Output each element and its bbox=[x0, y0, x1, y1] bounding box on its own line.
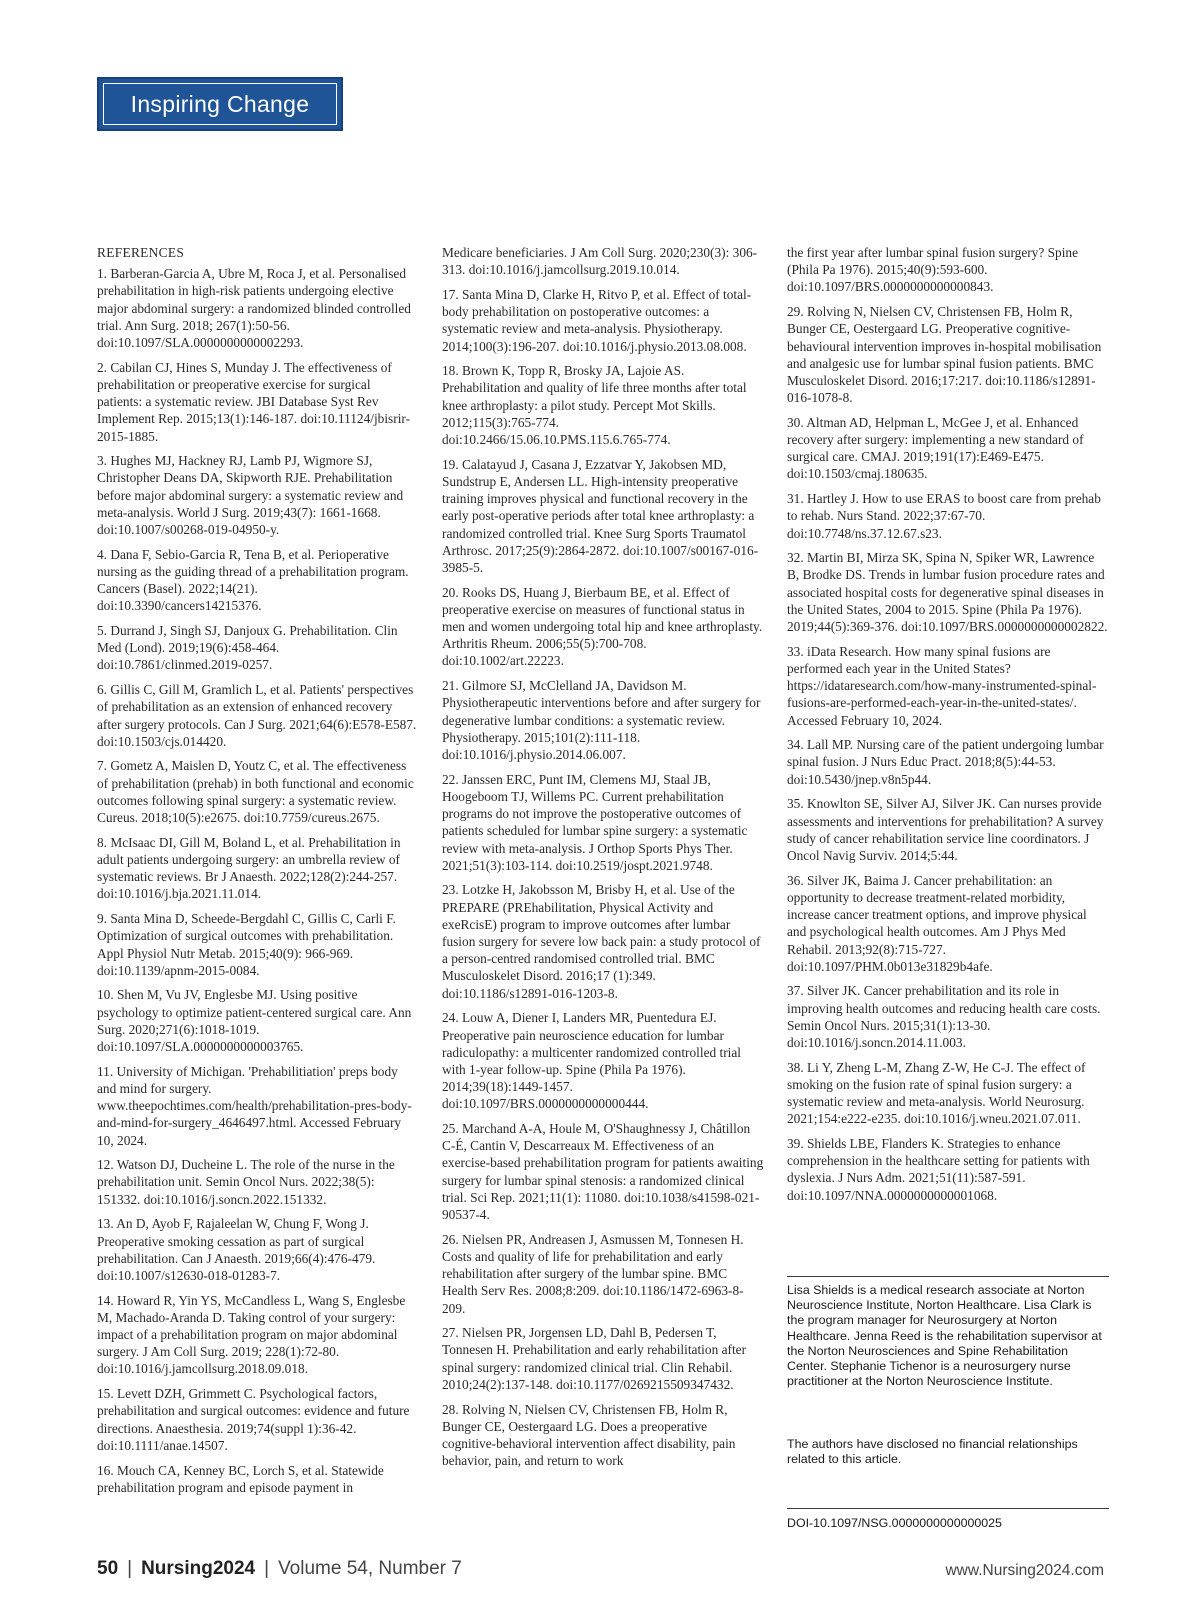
author-note: Lisa Shields is a medical research associate at Norton Neuroscience Institute, Norton Healthcare. Lisa Clark is the program manager for Neurosurgery at Norton Healthcare. Jenna Reed is the rehabilitation supervisor at the Norton Neurosciences and Spine Rehabilitation Center. Stephanie Tichenor is a neurosurgery nurse practitioner at the Norton Neuroscience Institute. bbox=[787, 1283, 1102, 1389]
reference-item: 29. Rolving N, Nielsen CV, Christensen FB, Holm R, Bunger CE, Oestergaard LG. Preoperative cognitive-behavioural intervention improves in-hospital mobilisation and analgesic use for lumbar spinal fusion patients. BMC Musculoskelet Disord. 2016;17:217. doi:10.1186/s12891-016-1078-8. bbox=[787, 304, 1102, 406]
reference-item: 32. Martin BI, Mirza SK, Spina N, Spiker WR, Lawrence B, Brodke DS. Trends in lumbar fusion procedure rates and associated hospital costs for degenerative spinal diseases in the United States, 2004 to 2015. Spine (Phila Pa 1976). 2019;44(5):369-376. doi:10.1097/BRS.0000000000002822. bbox=[787, 550, 1108, 635]
reference-item: 36. Silver JK, Baima J. Cancer prehabilitation: an opportunity to decrease treatment-related morbidity, increase cancer treatment options, and improve physical and psychological health outcomes. Am J Phys Med Rehabil. 2013;92(8):715-727. doi:10.1097/PHM.0b013e31829b4afe. bbox=[787, 872, 1087, 974]
website-link[interactable]: www.Nursing2024.com bbox=[945, 1562, 1104, 1579]
reference-item: 34. Lall MP. Nursing care of the patient undergoing lumbar spinal fusion. J Nurs Educ Pract. 2018;8(5):44-53. doi:10.5430/jnep.v8n5p44. bbox=[787, 737, 1104, 787]
reference-item: 23. Lotzke H, Jakobsson M, Brisby H, et al. Use of the PREPARE (PREhabilitation, Physical Activity and exeRcisE) program to improve outcomes after lumbar fusion surgery for severe low back pain: a study protocol of a person-centred randomised controlled trial. BMC Musculoskelet Disord. 2016;17 (1):349. doi:10.1186/s12891-016-1203-8. bbox=[442, 882, 761, 1001]
references-column-2 bbox=[442, 244, 764, 1477]
reference-item: 11. University of Michigan. 'Prehabilitiation' preps body and mind for surgery. www.theepochtimes.com/health/prehabilitation-pres-body-and-mind-for-surgery_4646497.html. Accessed February 10, 2024. bbox=[97, 1063, 412, 1148]
reference-item: 37. Silver JK. Cancer prehabilitation and its role in improving health outcomes and reducing health care costs. Semin Oncol Nurs. 2015;31(1):13-30. doi:10.1016/j.soncn.2014.11.003. bbox=[787, 983, 1101, 1051]
reference-item: 33. iData Research. How many spinal fusions are performed each year in the United States? https://idataresearch.com/how-many-instrumented-spinal-fusions-are-performed-each-year-in-the-united-states/. Accessed February 10, 2024. bbox=[787, 643, 1097, 728]
reference-item: 39. Shields LBE, Flanders K. Strategies to enhance comprehension in the healthcare setting for patients with dyslexia. J Nurs Adm. 2021;51(11):587-591. doi:10.1097/NNA.0000000000001068. bbox=[787, 1136, 1090, 1203]
doi-divider bbox=[787, 1508, 1109, 1509]
reference-item: 26. Nielsen PR, Andreasen J, Asmussen M, Tonnesen H. Costs and quality of life for prehabilitation and early rehabilitation after surgery of the lumbar spine. BMC Health Serv Res. 2008;8:209. doi:10.1186/1472-6963-8-209. bbox=[442, 1231, 744, 1316]
reference-item: 35. Knowlton SE, Silver AJ, Silver JK. Can nurses provide assessments and interventions for prehabilitation? A survey study of cancer rehabilitation service line coordinators. J Oncol Navig Surviv. 2014;5:44. bbox=[787, 796, 1104, 863]
reference-item: 16. Mouch CA, Kenney BC, Lorch S, et al. Statewide prehabilitation program and episode payment in bbox=[97, 1462, 384, 1495]
reference-item: 17. Santa Mina D, Clarke H, Ritvo P, et al. Effect of total-body prehabilitation on postoperative outcomes: a systematic review and meta-analysis. Physiotherapy. 2014;100(3):196-207. doi:10.1016/j.physio.2013.08.008. bbox=[442, 286, 752, 354]
reference-item: 1. Barberan-Garcia A, Ubre M, Roca J, et al. Personalised prehabilitation in high-risk patients undergoing elective major abdominal surgery: a randomized blinded controlled trial. Ann Surg. 2018; 267(1):50-56. doi:10.1097/SLA.0000000000002293. bbox=[97, 266, 411, 351]
publication-name: Nursing2024 bbox=[141, 1558, 256, 1579]
references-column-3 bbox=[787, 244, 1109, 1211]
banner-title: Inspiring Change bbox=[130, 90, 310, 117]
reference-item: 24. Louw A, Diener I, Landers MR, Puentedura EJ. Preoperative pain neuroscience education for lumbar radiculopathy: a multicenter randomized controlled trial with 1-year follow-up. Spine (Phila Pa 1976). 2014;39(18):1449-1457. doi:10.1097/BRS.0000000000000444. bbox=[442, 1010, 742, 1112]
footer-separator: | bbox=[127, 1558, 133, 1579]
reference-item: 13. An D, Ayob F, Rajaleelan W, Chung F, Wong J. Preoperative smoking cessation as part of surgical prehabilitation. Can J Anaesth. 2019;66(4):476-479. doi:10.1007/s12630-018-01283-7. bbox=[97, 1216, 376, 1283]
reference-item: 5. Durrand J, Singh SJ, Danjoux G. Prehabilitation. Clin Med (Lond). 2019;19(6):458-464. doi:10.7861/clinmed.2019-0257. bbox=[97, 623, 398, 673]
reference-continuation: the first year after lumbar spinal fusion surgery? Spine (Phila Pa 1976). 2015;40(9):593-600. doi:10.1097/BRS.0000000000000843. bbox=[787, 245, 1079, 295]
reference-item: 3. Hughes MJ, Hackney RJ, Lamb PJ, Wigmore SJ, Christopher Deans DA, Skipworth RJE. Prehabilitation before major abdominal surgery: a systematic review and meta-analysis. World J Surg. 2019;43(7): 1661-1668. doi:10.1007/s00268-019-04950-y. bbox=[97, 453, 404, 538]
reference-item: 28. Rolving N, Nielsen CV, Christensen FB, Holm R, Bunger CE, Oestergaard LG. Does a preoperative cognitive-behavioral intervention affect disability, pain behavior, pain, and return to work bbox=[442, 1401, 736, 1469]
reference-item: 10. Shen M, Vu JV, Englesbe MJ. Using positive psychology to optimize patient-centered surgical care. Ann Surg. 2020;271(6):1018-1019. doi:10.1097/SLA.0000000000003765. bbox=[97, 987, 412, 1055]
section-banner bbox=[97, 77, 343, 131]
reference-item: 4. Dana F, Sebio-Garcia R, Tena B, et al. Perioperative nursing as the guiding thread of a prehabilitation program. Cancers (Basel). 2022;14(21). doi:10.3390/cancers14215376. bbox=[97, 546, 409, 614]
page-number: 50 bbox=[97, 1558, 119, 1579]
reference-item: 38. Li Y, Zheng L-M, Zhang Z-W, He C-J. The effect of smoking on the fusion rate of spinal fusion surgery: a systematic review and meta-analysis. World Neurosurg. 2021;154:e222-e235. doi:10.1016/j.wneu.2021.07.011. bbox=[787, 1059, 1086, 1127]
reference-item: 30. Altman AD, Helpman L, McGee J, et al. Enhanced recovery after surgery: implementing a new standard of surgical care. CMAJ. 2019;191(17):E469-E475. doi:10.1503/cmaj.180635. bbox=[787, 414, 1084, 482]
reference-item: 15. Levett DZH, Grimmett C. Psychological factors, prehabilitation and surgical outcomes: evidence and future directions. Anaesthesia. 2019;74(suppl 1):36-42. doi:10.1111/anae.14507. bbox=[97, 1386, 410, 1453]
reference-item: 25. Marchand A-A, Houle M, O'Shaughnessy J, Châtillon C-É, Cantin V, Descarreaux M. Effectiveness of an exercise-based prehabilitation program for patients awaiting surgery for lumbar spinal stenosis: a randomized clinical trial. Sci Rep. 2021;11(1): 11080. doi:10.1038/s41598-021-90537-4. bbox=[442, 1121, 764, 1223]
reference-item: 12. Watson DJ, Ducheine L. The role of the nurse in the prehabilitation unit. Semin Oncol Nurs. 2022;38(5): 151332. doi:10.1016/j.soncn.2022.151332. bbox=[97, 1157, 395, 1207]
references-heading: REFERENCES bbox=[97, 245, 185, 260]
reference-item: 18. Brown K, Topp R, Brosky JA, Lajoie AS. Prehabilitation and quality of life three months after total knee arthroplasty: a pilot study. Percept Mot Skills. 2012;115(3):765-774. doi:10.2466/15.06.10.PMS.115.6.765-774. bbox=[442, 363, 747, 448]
reference-item: 27. Nielsen PR, Jorgensen LD, Dahl B, Pedersen T, Tonnesen H. Prehabilitation and early rehabilitation after spinal surgery: randomized clinical trial. Clin Rehabil. 2010;24(2):137-148. doi:10.1177/0269215509347432. bbox=[442, 1325, 747, 1392]
references-column-1 bbox=[97, 244, 419, 1503]
reference-item: 21. Gilmore SJ, McClelland JA, Davidson M. Physiotherapeutic interventions before and after surgery for degenerative lumbar conditions: a systematic review. Physiotherapy. 2015;101(2):111-118. doi:10.1016/j.physio.2014.06.007. bbox=[442, 678, 761, 762]
reference-item: 14. Howard R, Yin YS, McCandless L, Wang S, Englesbe M, Machado-Aranda D. Taking control of your surgery: impact of a prehabilitation program on major abdominal surgery. J Am Coll Surg. 2019; 228(1):72-80. doi:10.1016/j.jamcollsurg.2018.09.018. bbox=[97, 1292, 406, 1377]
footer-separator: | bbox=[264, 1558, 270, 1579]
author-note-divider bbox=[787, 1276, 1109, 1277]
article-doi: DOI-10.1097/NSG.0000000000000025 bbox=[787, 1516, 1002, 1530]
disclosure-statement: The authors have disclosed no financial relationships related to this article. bbox=[787, 1437, 1078, 1467]
page-footer bbox=[97, 1558, 462, 1580]
reference-item: 20. Rooks DS, Huang J, Bierbaum BE, et al. Effect of preoperative exercise on measures of functional status in men and women undergoing total hip and knee arthroplasty. Arthritis Rheum. 2006;55(5):700-708. doi:10.1002/art.22223. bbox=[442, 584, 763, 669]
reference-item: 2. Cabilan CJ, Hines S, Munday J. The effectiveness of prehabilitation or preoperative exercise for surgical patients: a systematic review. JBI Database Syst Rev Implement Rep. 2015;13(1):146-187. doi:10.11124/jbisrir-2015-1885. bbox=[97, 359, 411, 444]
reference-continuation: Medicare beneficiaries. J Am Coll Surg. 2020;230(3): 306-313. doi:10.1016/j.jamcollsurg.2019.10.014. bbox=[442, 245, 758, 278]
reference-item: 8. McIsaac DI, Gill M, Boland L, et al. Prehabilitation in adult patients undergoing surgery: an umbrella review of systematic reviews. Br J Anaesth. 2022;128(2):244-257. doi:10.1016/j.bja.2021.11.014. bbox=[97, 834, 401, 902]
volume-info: Volume 54, Number 7 bbox=[278, 1558, 462, 1579]
reference-item: 7. Gometz A, Maislen D, Youtz C, et al. The effectiveness of prehabilitation (prehab) in both functional and economic outcomes following spinal surgery: a systematic review. Cureus. 2018;10(5):e2675. doi:10.7759/cureus.2675. bbox=[97, 758, 414, 826]
reference-item: 22. Janssen ERC, Punt IM, Clemens MJ, Staal JB, Hoogeboom TJ, Willems PC. Current prehabilitation programs do not improve the postoperative outcomes of patients scheduled for lumbar spine surgery: a systematic review with meta-analysis. J Orthop Sports Phys Ther. 2021;51(3):103-114. doi:10.2519/jospt.2021.9748. bbox=[442, 771, 748, 873]
reference-item: 19. Calatayud J, Casana J, Ezzatvar Y, Jakobsen MD, Sundstrup E, Andersen LL. High-intensity preoperative training improves physical and functional recovery in the early post-operative periods after total knee arthroplasty: a randomized controlled trial. Knee Surg Sports Traumatol Arthrosc. 2017;25(9):2864-2872. doi:10.1007/s00167-016-3985-5. bbox=[442, 456, 759, 575]
reference-item: 9. Santa Mina D, Scheede-Bergdahl C, Gillis C, Carli F. Optimization of surgical outcomes with prehabilitation. Appl Physiol Nutr Metab. 2015;40(9): 966-969. doi:10.1139/apnm-2015-0084. bbox=[97, 911, 396, 978]
reference-item: 31. Hartley J. How to use ERAS to boost care from prehab to rehab. Nurs Stand. 2022;37:67-70. doi:10.7748/ns.37.12.67.s23. bbox=[787, 491, 1101, 541]
reference-item: 6. Gillis C, Gill M, Gramlich L, et al. Patients' perspectives of prehabilitation as an extension of enhanced recovery after surgery protocols. Can J Surg. 2021;64(6):E578-E587. doi:10.1503/cjs.014420. bbox=[97, 682, 417, 749]
